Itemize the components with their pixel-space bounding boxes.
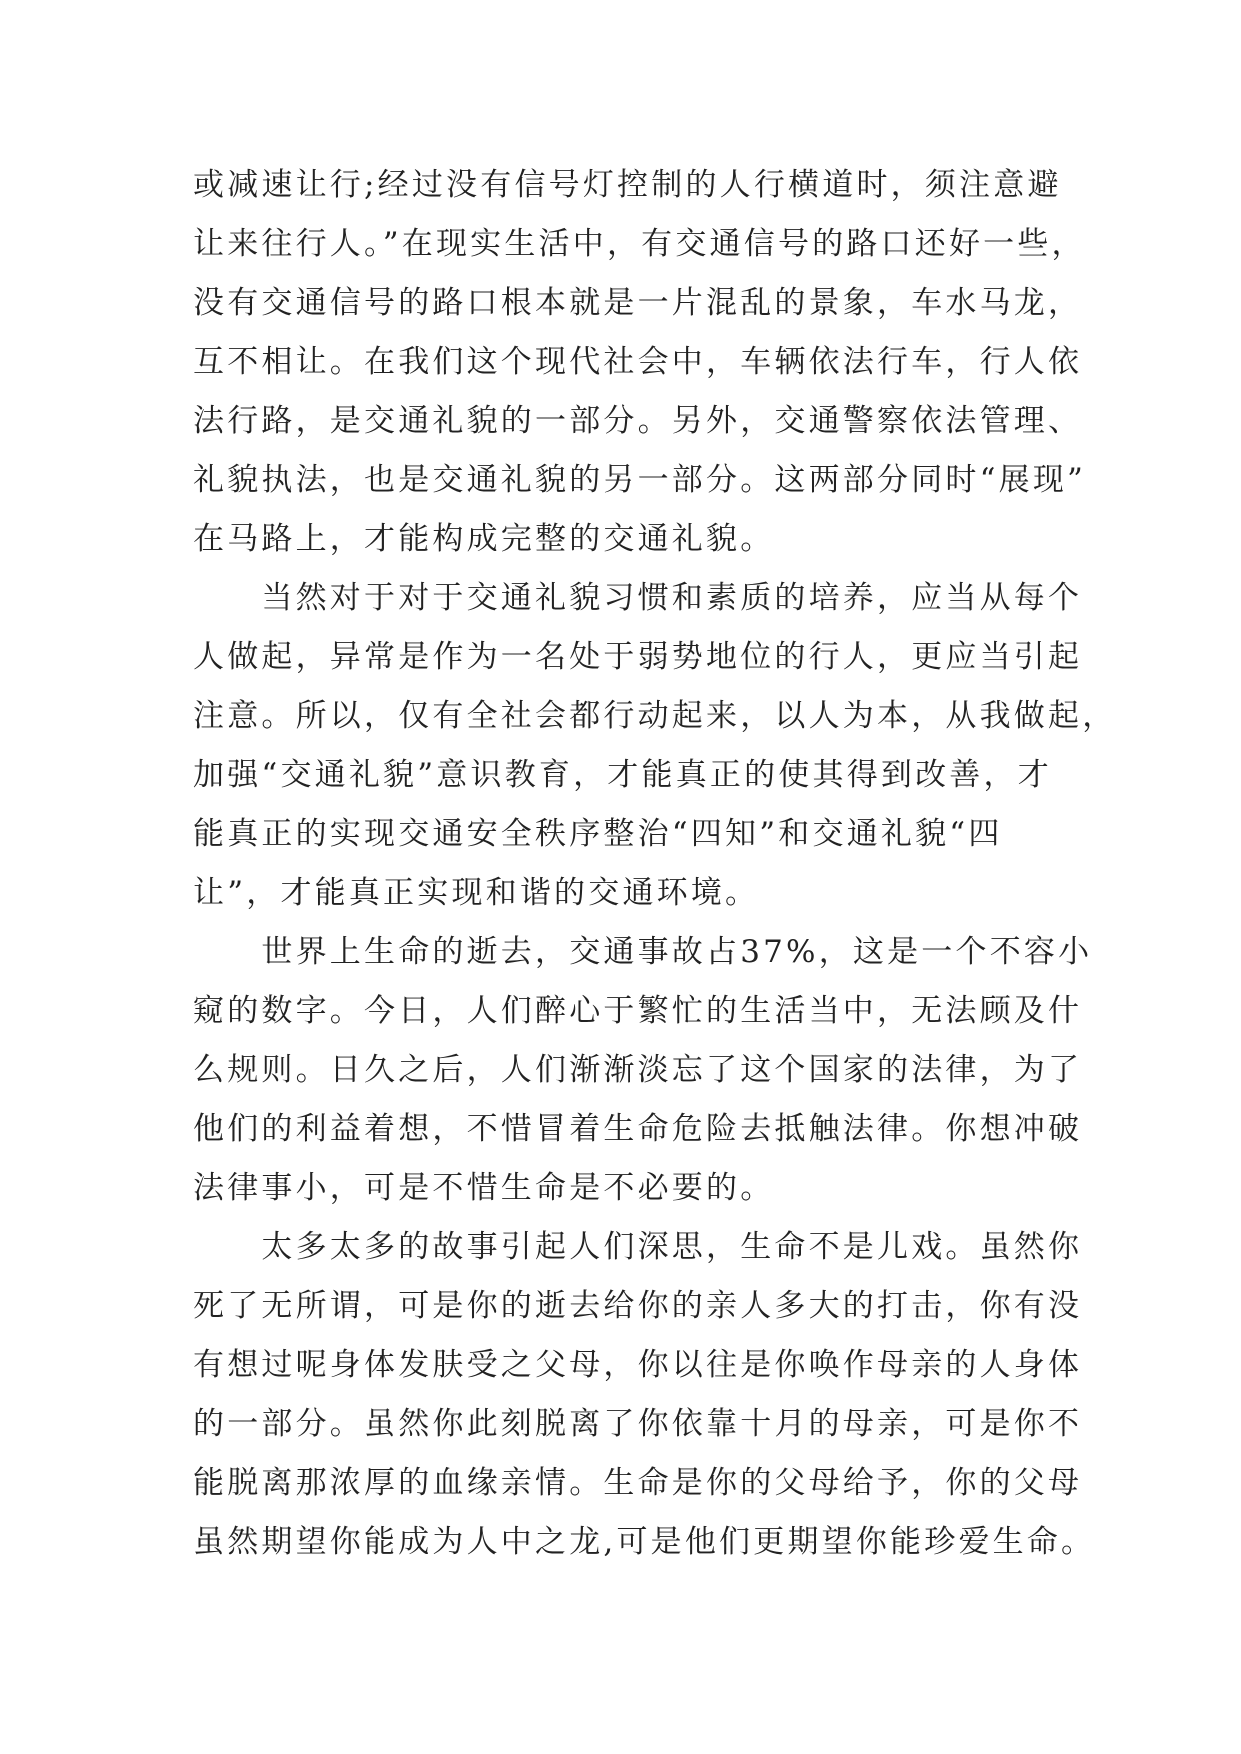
text-line: 窥的数字。今日，人们醉心于繁忙的生活当中，无法顾及什: [193, 993, 1083, 1029]
text-line: 让来往行人。”在现实生活中，有交通信号的路口还好一些，: [193, 226, 1086, 262]
text-line: 当然对于对于交通礼貌习惯和素质的培养，应当从每个: [193, 580, 1083, 616]
text-line: 或减速让行;经过没有信号灯控制的人行横道时，须注意避: [193, 167, 1062, 203]
text-line: 虽然期望你能成为人中之龙,可是他们更期望你能珍爱生命。: [193, 1524, 1096, 1560]
text-line: 死了无所谓，可是你的逝去给你的亲人多大的打击，你有没: [193, 1288, 1083, 1324]
document-body: [193, 156, 1117, 1572]
text-line: 人做起，异常是作为一名处于弱势地位的行人，更应当引起: [193, 639, 1083, 675]
text-line: 有想过呢身体发肤受之父母，你以往是你唤作母亲的人身体: [193, 1347, 1083, 1383]
text-line: 让”，才能真正实现和谐的交通环境。: [193, 875, 760, 911]
text-line: 能脱离那浓厚的血缘亲情。生命是你的父母给予，你的父母: [193, 1465, 1083, 1501]
text-line: 世界上生命的逝去，交通事故占37%，这是一个不容小: [193, 934, 1093, 970]
text-line: 法行路，是交通礼貌的一部分。另外，交通警察依法管理、: [193, 403, 1083, 439]
text-line: 加强“交通礼貌”意识教育，才能真正的使其得到改善，才: [193, 757, 1052, 793]
text-line: 的一部分。虽然你此刻脱离了你依靠十月的母亲，可是你不: [193, 1406, 1083, 1442]
text-line: 互不相让。在我们这个现代社会中，车辆依法行车，行人依: [193, 344, 1083, 380]
text-line: 没有交通信号的路口根本就是一片混乱的景象，车水马龙，: [193, 285, 1083, 321]
text-line: 他们的利益着想，不惜冒着生命危险去抵触法律。你想冲破: [193, 1111, 1083, 1147]
text-line: 太多太多的故事引起人们深思，生命不是儿戏。虽然你: [193, 1229, 1083, 1265]
text-line: 在马路上，才能构成完整的交通礼貌。: [193, 521, 775, 557]
text-line: 能真正的实现交通安全秩序整治“四知”和交通礼貌“四: [193, 816, 1003, 852]
text-line: 注意。所以，仅有全社会都行动起来，以人为本，从我做起，: [193, 698, 1117, 734]
text-line: 法律事小，可是不惜生命是不必要的。: [193, 1170, 775, 1206]
text-line: 礼貌执法，也是交通礼貌的另一部分。这两部分同时“展现”: [193, 462, 1087, 498]
text-line: 么规则。日久之后，人们渐渐淡忘了这个国家的法律，为了: [193, 1052, 1083, 1088]
